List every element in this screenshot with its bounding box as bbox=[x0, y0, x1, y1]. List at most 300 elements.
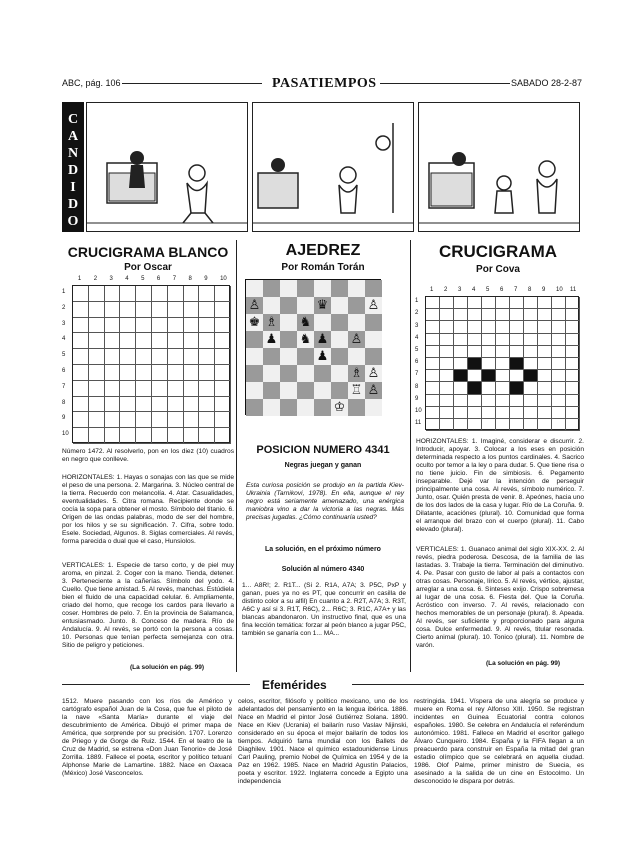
crossword-cell bbox=[496, 370, 510, 382]
chess-square bbox=[331, 331, 348, 348]
crossword-cell bbox=[168, 286, 184, 302]
crossword-cell bbox=[184, 365, 200, 381]
crossword-cell bbox=[440, 370, 454, 382]
chess-square: ♗ bbox=[348, 365, 365, 382]
crossword-cell bbox=[168, 428, 184, 444]
tab-letter: N bbox=[67, 146, 79, 161]
chess-square bbox=[246, 382, 263, 399]
row-number: 2 bbox=[62, 304, 66, 311]
chess-square bbox=[263, 280, 280, 297]
chess-square bbox=[280, 365, 297, 382]
tab-letter: A bbox=[67, 129, 79, 144]
crossword-cell bbox=[454, 309, 468, 321]
crossword-cell bbox=[426, 370, 440, 382]
chess-square bbox=[348, 280, 365, 297]
crossword-cell bbox=[510, 297, 524, 309]
crossword-cell bbox=[538, 419, 552, 431]
crossword-cell bbox=[496, 334, 510, 346]
crossword-cell bbox=[215, 318, 231, 334]
chess-square: ♛ bbox=[314, 297, 331, 314]
crossword-cell bbox=[440, 407, 454, 419]
crossword-cell bbox=[136, 318, 152, 334]
crossword-cell bbox=[482, 358, 496, 370]
tab-letter: I bbox=[70, 180, 76, 195]
crossword-cell bbox=[199, 412, 215, 428]
crossword-cell bbox=[152, 365, 168, 381]
page-reference: ABC, pág. 106 bbox=[62, 78, 121, 88]
chess-square bbox=[297, 365, 314, 382]
chess-square bbox=[263, 382, 280, 399]
crossword-cell bbox=[454, 334, 468, 346]
crossword-cell bbox=[454, 346, 468, 358]
comic-drawing-3 bbox=[419, 103, 580, 232]
crossword-cell bbox=[120, 302, 136, 318]
crossword-cell bbox=[184, 333, 200, 349]
crossword-cell bbox=[120, 286, 136, 302]
crossword-cell bbox=[538, 321, 552, 333]
crossword-cell bbox=[482, 321, 496, 333]
chess-square: ♟ bbox=[314, 348, 331, 365]
crossword-cell bbox=[552, 358, 566, 370]
crossword-cell bbox=[510, 395, 524, 407]
crossword-cell bbox=[215, 286, 231, 302]
row-number: 11 bbox=[415, 420, 422, 427]
crossword-cell bbox=[538, 309, 552, 321]
row-number: 5 bbox=[62, 352, 66, 359]
crossword-cell bbox=[552, 297, 566, 309]
crossword-cell bbox=[120, 428, 136, 444]
chess-square bbox=[331, 280, 348, 297]
crossword-solution-ref: (La solución en pág. 99) bbox=[486, 660, 561, 667]
chess-square bbox=[331, 314, 348, 331]
chess-square: ♙ bbox=[365, 365, 382, 382]
chess-square bbox=[348, 399, 365, 416]
crossword-cell bbox=[482, 370, 496, 382]
column-number: 4 bbox=[125, 276, 129, 282]
crossword-cell bbox=[552, 419, 566, 431]
crossword-cell bbox=[215, 397, 231, 413]
chess-square: ♗ bbox=[263, 314, 280, 331]
column-number: 2 bbox=[444, 287, 448, 293]
crossword-cell bbox=[120, 412, 136, 428]
crossword-cell bbox=[120, 333, 136, 349]
chess-square bbox=[263, 399, 280, 416]
chess-square: ♙ bbox=[365, 382, 382, 399]
crossword-cell bbox=[199, 365, 215, 381]
crossword-cell bbox=[73, 397, 89, 413]
chess-square bbox=[348, 314, 365, 331]
crossword-cell bbox=[496, 358, 510, 370]
crossword-cell bbox=[136, 428, 152, 444]
crossword-cell bbox=[89, 381, 105, 397]
chess-square bbox=[297, 280, 314, 297]
crossword-cell bbox=[136, 381, 152, 397]
header-rule-left bbox=[122, 83, 262, 84]
crossword-cell bbox=[89, 302, 105, 318]
crossword-cell bbox=[73, 286, 89, 302]
crossword-cell bbox=[524, 419, 538, 431]
crossword-cell bbox=[89, 397, 105, 413]
crossword-cell bbox=[468, 346, 482, 358]
column-number: 1 bbox=[430, 287, 434, 293]
crossword-cell bbox=[552, 382, 566, 394]
efemerides-column-1: 1512. Muere pasando con los ríos de Américo y cartógrafo español Juan de la Cosa, que fue el piloto de la nave «Santa María» durante el viaje del descubrimiento de América. Dibujó el primer mapa de América, que sorprende por su precisión. 1707. Lorenzo de Priego y de Gorge de Ruiz. 1544. En el teatro de la Cruz de Madrid, se estrena «Don Juan Tenorio» de José Zorrilla. 1889. Fallece el poeta, escritor y político tetuaní Alphonse Marie de Lamartine. 1882. Nace en Oaxaca (México) José Vasconcelos. bbox=[62, 698, 232, 777]
crossword-cell bbox=[426, 358, 440, 370]
crossword-cell bbox=[496, 321, 510, 333]
crossword-cell bbox=[454, 321, 468, 333]
crossword-cell bbox=[524, 309, 538, 321]
crossword-cell bbox=[454, 382, 468, 394]
crossword-cell bbox=[440, 334, 454, 346]
crossword-cell bbox=[215, 365, 231, 381]
crossword-cell bbox=[524, 382, 538, 394]
crossword-blank-title: CRUCIGRAMA BLANCO bbox=[67, 244, 229, 260]
chess-square bbox=[280, 382, 297, 399]
crossword-blank-grid bbox=[72, 285, 230, 443]
crossword-cell bbox=[199, 381, 215, 397]
crossword-cell bbox=[426, 309, 440, 321]
chess-square: ♟ bbox=[263, 331, 280, 348]
crossword-cell bbox=[454, 407, 468, 419]
crossword-cell bbox=[152, 428, 168, 444]
column-number: 2 bbox=[93, 276, 98, 282]
crossword-cell bbox=[105, 428, 121, 444]
crossword-cell bbox=[89, 428, 105, 444]
row-number: 1 bbox=[415, 298, 419, 305]
chess-square bbox=[314, 399, 331, 416]
crossword-cell bbox=[552, 407, 566, 419]
crossword-cell bbox=[440, 395, 454, 407]
crossword-cell bbox=[120, 349, 136, 365]
crossword-cell bbox=[524, 395, 538, 407]
crossword-cell bbox=[105, 397, 121, 413]
crossword-cell bbox=[566, 346, 580, 358]
crossword-cell bbox=[152, 381, 168, 397]
crossword-cell bbox=[538, 382, 552, 394]
crossword-cell bbox=[524, 370, 538, 382]
crossword-cell bbox=[89, 412, 105, 428]
crossword-cell bbox=[215, 381, 231, 397]
crossword-cell bbox=[454, 358, 468, 370]
crossword-cell bbox=[89, 349, 105, 365]
chess-square bbox=[280, 348, 297, 365]
row-number: 10 bbox=[415, 407, 422, 414]
chess-square: ♚ bbox=[246, 314, 263, 331]
crossword-cell bbox=[496, 419, 510, 431]
crossword-cell bbox=[468, 370, 482, 382]
crossword-cell bbox=[538, 395, 552, 407]
column-number: 11 bbox=[570, 287, 577, 293]
crossword-cell bbox=[136, 349, 152, 365]
chess-square bbox=[280, 399, 297, 416]
chess-next-solution: La solución, en el próximo número bbox=[265, 546, 381, 553]
crossword-title: CRUCIGRAMA bbox=[438, 242, 558, 261]
crossword-cell bbox=[524, 297, 538, 309]
column-number: 9 bbox=[542, 287, 546, 293]
row-number: 9 bbox=[62, 415, 66, 422]
crossword-cell bbox=[73, 412, 89, 428]
row-number: 3 bbox=[415, 322, 419, 329]
crossword-cell bbox=[426, 407, 440, 419]
crossword-cell bbox=[168, 318, 184, 334]
crossword-cell bbox=[199, 397, 215, 413]
crossword-cell bbox=[524, 321, 538, 333]
crossword-cell bbox=[184, 302, 200, 318]
chess-author: Por Román Torán bbox=[281, 262, 365, 273]
crossword-cell bbox=[168, 302, 184, 318]
row-number: 10 bbox=[62, 431, 69, 438]
crossword-cell bbox=[482, 407, 496, 419]
crossword-cell bbox=[440, 297, 454, 309]
crossword-cell bbox=[440, 321, 454, 333]
crossword-cell bbox=[426, 382, 440, 394]
crossword-author: Por Cova bbox=[476, 264, 520, 275]
chess-square bbox=[263, 365, 280, 382]
column-divider bbox=[236, 240, 237, 672]
efemerides-rule-right bbox=[352, 684, 584, 685]
row-number: 8 bbox=[415, 383, 419, 390]
crossword-cell bbox=[136, 412, 152, 428]
crossword-cell bbox=[510, 407, 524, 419]
crossword-cell bbox=[440, 346, 454, 358]
crossword-cell bbox=[120, 381, 136, 397]
crossword-cell bbox=[199, 333, 215, 349]
crossword-cell bbox=[440, 382, 454, 394]
crossword-cell bbox=[468, 334, 482, 346]
chess-square bbox=[365, 280, 382, 297]
crossword-cell bbox=[152, 286, 168, 302]
crossword-cell bbox=[152, 333, 168, 349]
crossword-cell bbox=[524, 334, 538, 346]
crossword-cell bbox=[566, 358, 580, 370]
crossword-cell bbox=[168, 381, 184, 397]
crossword-cell bbox=[89, 365, 105, 381]
chess-square bbox=[331, 297, 348, 314]
crossword-cell bbox=[552, 334, 566, 346]
chess-square bbox=[280, 280, 297, 297]
crossword-cell bbox=[496, 309, 510, 321]
crossword-cell bbox=[426, 346, 440, 358]
chess-position-title: POSICION NUMERO 4341 bbox=[256, 444, 390, 456]
column-number: 4 bbox=[472, 287, 476, 293]
chess-square bbox=[297, 399, 314, 416]
column-number: 8 bbox=[188, 276, 192, 282]
crossword-cell bbox=[426, 395, 440, 407]
crossword-cell bbox=[524, 407, 538, 419]
chess-square bbox=[297, 297, 314, 314]
row-number: 7 bbox=[62, 383, 66, 390]
chess-square: ♙ bbox=[246, 297, 263, 314]
crossword-cell bbox=[105, 412, 121, 428]
crossword-cell bbox=[468, 358, 482, 370]
crossword-cell bbox=[566, 309, 580, 321]
crossword-cell bbox=[468, 382, 482, 394]
chess-square: ♞ bbox=[297, 314, 314, 331]
chess-square bbox=[365, 348, 382, 365]
column-number: 1 bbox=[77, 276, 82, 282]
column-number: 7 bbox=[172, 276, 177, 282]
crossword-cell bbox=[482, 395, 496, 407]
crossword-cell bbox=[168, 397, 184, 413]
crossword-cell bbox=[440, 419, 454, 431]
chess-square bbox=[314, 365, 331, 382]
crossword-cell bbox=[184, 318, 200, 334]
chess-square bbox=[280, 297, 297, 314]
crossword-cell bbox=[454, 395, 468, 407]
chess-square bbox=[263, 348, 280, 365]
crossword-cell bbox=[73, 365, 89, 381]
chess-square bbox=[280, 314, 297, 331]
crossword-cell bbox=[184, 286, 200, 302]
chess-square: ♞ bbox=[297, 331, 314, 348]
row-number: 2 bbox=[415, 310, 419, 317]
crossword-cell bbox=[199, 318, 215, 334]
crossword-cell bbox=[73, 349, 89, 365]
crossword-cell bbox=[184, 349, 200, 365]
header-rule-right bbox=[380, 83, 510, 84]
crossword-cell bbox=[215, 349, 231, 365]
crossword-cell bbox=[215, 333, 231, 349]
chess-square bbox=[246, 280, 263, 297]
column-number: 10 bbox=[556, 287, 563, 293]
crossword-cell bbox=[552, 395, 566, 407]
chess-square bbox=[365, 331, 382, 348]
crossword-cell bbox=[73, 381, 89, 397]
chess-prev-solution: 1... A8R!; 2. R1T... (Si 2. R1A, A7A; 3. P5C, PxP y ganan, pues ya no es PT, que concurrir en casilla de distinto color a su alfil) En cuanto a 2. R2T, A7A; 3. R3T, A6C y así si 3. R1T, R6C), 2... R6C; 3. R1C, A7A+ y las blancas abandonaron. Un instructivo final, que es una fina lección temática: forzar al peón blanco a jugar P5C, también se ganaría con 1... MA... bbox=[242, 582, 406, 637]
chess-square bbox=[297, 382, 314, 399]
crossword-cell bbox=[538, 358, 552, 370]
tab-letter: O bbox=[67, 214, 79, 229]
crossword-cell bbox=[73, 302, 89, 318]
comic-drawing-1 bbox=[87, 103, 248, 232]
crossword-cell bbox=[168, 412, 184, 428]
crossword-cell bbox=[510, 358, 524, 370]
crossword-cell bbox=[566, 297, 580, 309]
tab-letter: D bbox=[67, 197, 79, 212]
column-number: 5 bbox=[486, 287, 490, 293]
chess-square bbox=[331, 382, 348, 399]
crossword-cell bbox=[440, 309, 454, 321]
crossword-cell bbox=[184, 412, 200, 428]
crossword-cell bbox=[454, 370, 468, 382]
row-number: 9 bbox=[415, 395, 419, 402]
chess-square bbox=[246, 365, 263, 382]
crossword-cell bbox=[510, 346, 524, 358]
candido-comic-strip bbox=[62, 102, 584, 232]
crossword-cell bbox=[105, 349, 121, 365]
efemerides-column-2: celos, escritor, filósofo y político mexicano, uno de los adelantados del pensamiento en la lengua ibérica. 1886. Nace en Madrid el pintor José Gutiérrez Solana. 1890. Nace en Kiev (Ucrania) el bailarín ruso Vaslav Nijinski, considerado en su época el mejor bailarín de todos los tiempos. Adquirió fama mundial con los Ballets de Diaghilev. 1901. Nace el químico estadounidense Linus Carl Pauling, premio Nobel de Química en 1954 y de la Paz en 1962. 1985. Nace en Madrid Agustín Palacios, poeta y escritor. 1922. Inglaterra concede a Egipto una independencia bbox=[238, 698, 408, 785]
column-number: 5 bbox=[141, 276, 145, 282]
crossword-blank-number: Número 1472. Al resolverlo, pon en los diez (10) cuadros en negro que conlleve. bbox=[62, 448, 234, 463]
crossword-cell bbox=[454, 419, 468, 431]
comic-drawing-2 bbox=[253, 103, 414, 232]
crossword-cell bbox=[73, 318, 89, 334]
crossword-cell bbox=[482, 382, 496, 394]
crossword-cell bbox=[468, 309, 482, 321]
crossword-cell bbox=[482, 309, 496, 321]
crossword-cell bbox=[510, 321, 524, 333]
crossword-cell bbox=[136, 333, 152, 349]
crossword-cell bbox=[566, 334, 580, 346]
crossword-cell bbox=[120, 397, 136, 413]
crossword-cell bbox=[496, 346, 510, 358]
chess-square: ♖ bbox=[348, 382, 365, 399]
row-number: 5 bbox=[415, 346, 419, 353]
column-number: 7 bbox=[514, 287, 518, 293]
crossword-cell bbox=[152, 397, 168, 413]
crossword-cell bbox=[482, 297, 496, 309]
chess-square bbox=[365, 314, 382, 331]
crossword-cell bbox=[566, 395, 580, 407]
column-divider bbox=[410, 240, 411, 672]
chess-to-move: Negras juegan y ganan bbox=[284, 462, 362, 469]
candido-tab bbox=[62, 102, 84, 232]
crossword-cell bbox=[215, 412, 231, 428]
crossword-cell bbox=[105, 333, 121, 349]
crossword-cell bbox=[426, 334, 440, 346]
crossword-cell bbox=[184, 428, 200, 444]
crossword-blank-author: Por Oscar bbox=[124, 262, 172, 273]
column-number: 3 bbox=[458, 287, 462, 293]
crossword-cell bbox=[152, 349, 168, 365]
crossword-cell bbox=[89, 318, 105, 334]
comic-panel-2 bbox=[252, 102, 414, 232]
crossword-cell bbox=[482, 334, 496, 346]
chess-square: ♟ bbox=[314, 331, 331, 348]
row-number: 3 bbox=[62, 320, 66, 327]
chess-square bbox=[348, 297, 365, 314]
crossword-cell bbox=[468, 395, 482, 407]
section-title: PASATIEMPOS bbox=[272, 76, 377, 91]
comic-panel-1 bbox=[86, 102, 248, 232]
chess-square bbox=[263, 297, 280, 314]
crossword-cell bbox=[105, 302, 121, 318]
crossword-cell bbox=[215, 302, 231, 318]
column-number: 6 bbox=[500, 287, 504, 293]
chess-square bbox=[314, 382, 331, 399]
row-number: 4 bbox=[415, 334, 419, 341]
crossword-cell bbox=[510, 419, 524, 431]
crossword-cell bbox=[454, 297, 468, 309]
crossword-grid bbox=[425, 296, 579, 430]
crossword-cell bbox=[89, 333, 105, 349]
crossword-cell bbox=[468, 407, 482, 419]
crossword-cell bbox=[168, 333, 184, 349]
crossword-cell bbox=[199, 349, 215, 365]
crossword-cell bbox=[524, 358, 538, 370]
crossword-cell bbox=[152, 412, 168, 428]
crossword-cell bbox=[538, 370, 552, 382]
chess-prev-solution-title: Solución al número 4340 bbox=[281, 566, 365, 573]
chess-square: ♙ bbox=[348, 331, 365, 348]
crossword-cell bbox=[136, 286, 152, 302]
crossword-cell bbox=[566, 321, 580, 333]
tab-letter: C bbox=[67, 112, 79, 127]
crossword-cell bbox=[496, 395, 510, 407]
crossword-cell bbox=[152, 302, 168, 318]
chess-square bbox=[280, 331, 297, 348]
row-number: 7 bbox=[415, 371, 419, 378]
chess-square bbox=[331, 365, 348, 382]
chess-title: AJEDREZ bbox=[285, 242, 361, 259]
chess-square bbox=[314, 280, 331, 297]
chess-square bbox=[331, 348, 348, 365]
crossword-cell bbox=[426, 321, 440, 333]
crossword-cell bbox=[510, 309, 524, 321]
crossword-cell bbox=[510, 382, 524, 394]
crossword-cell bbox=[552, 346, 566, 358]
crossword-blank-solution-ref: (La solución en pág. 99) bbox=[130, 664, 205, 671]
